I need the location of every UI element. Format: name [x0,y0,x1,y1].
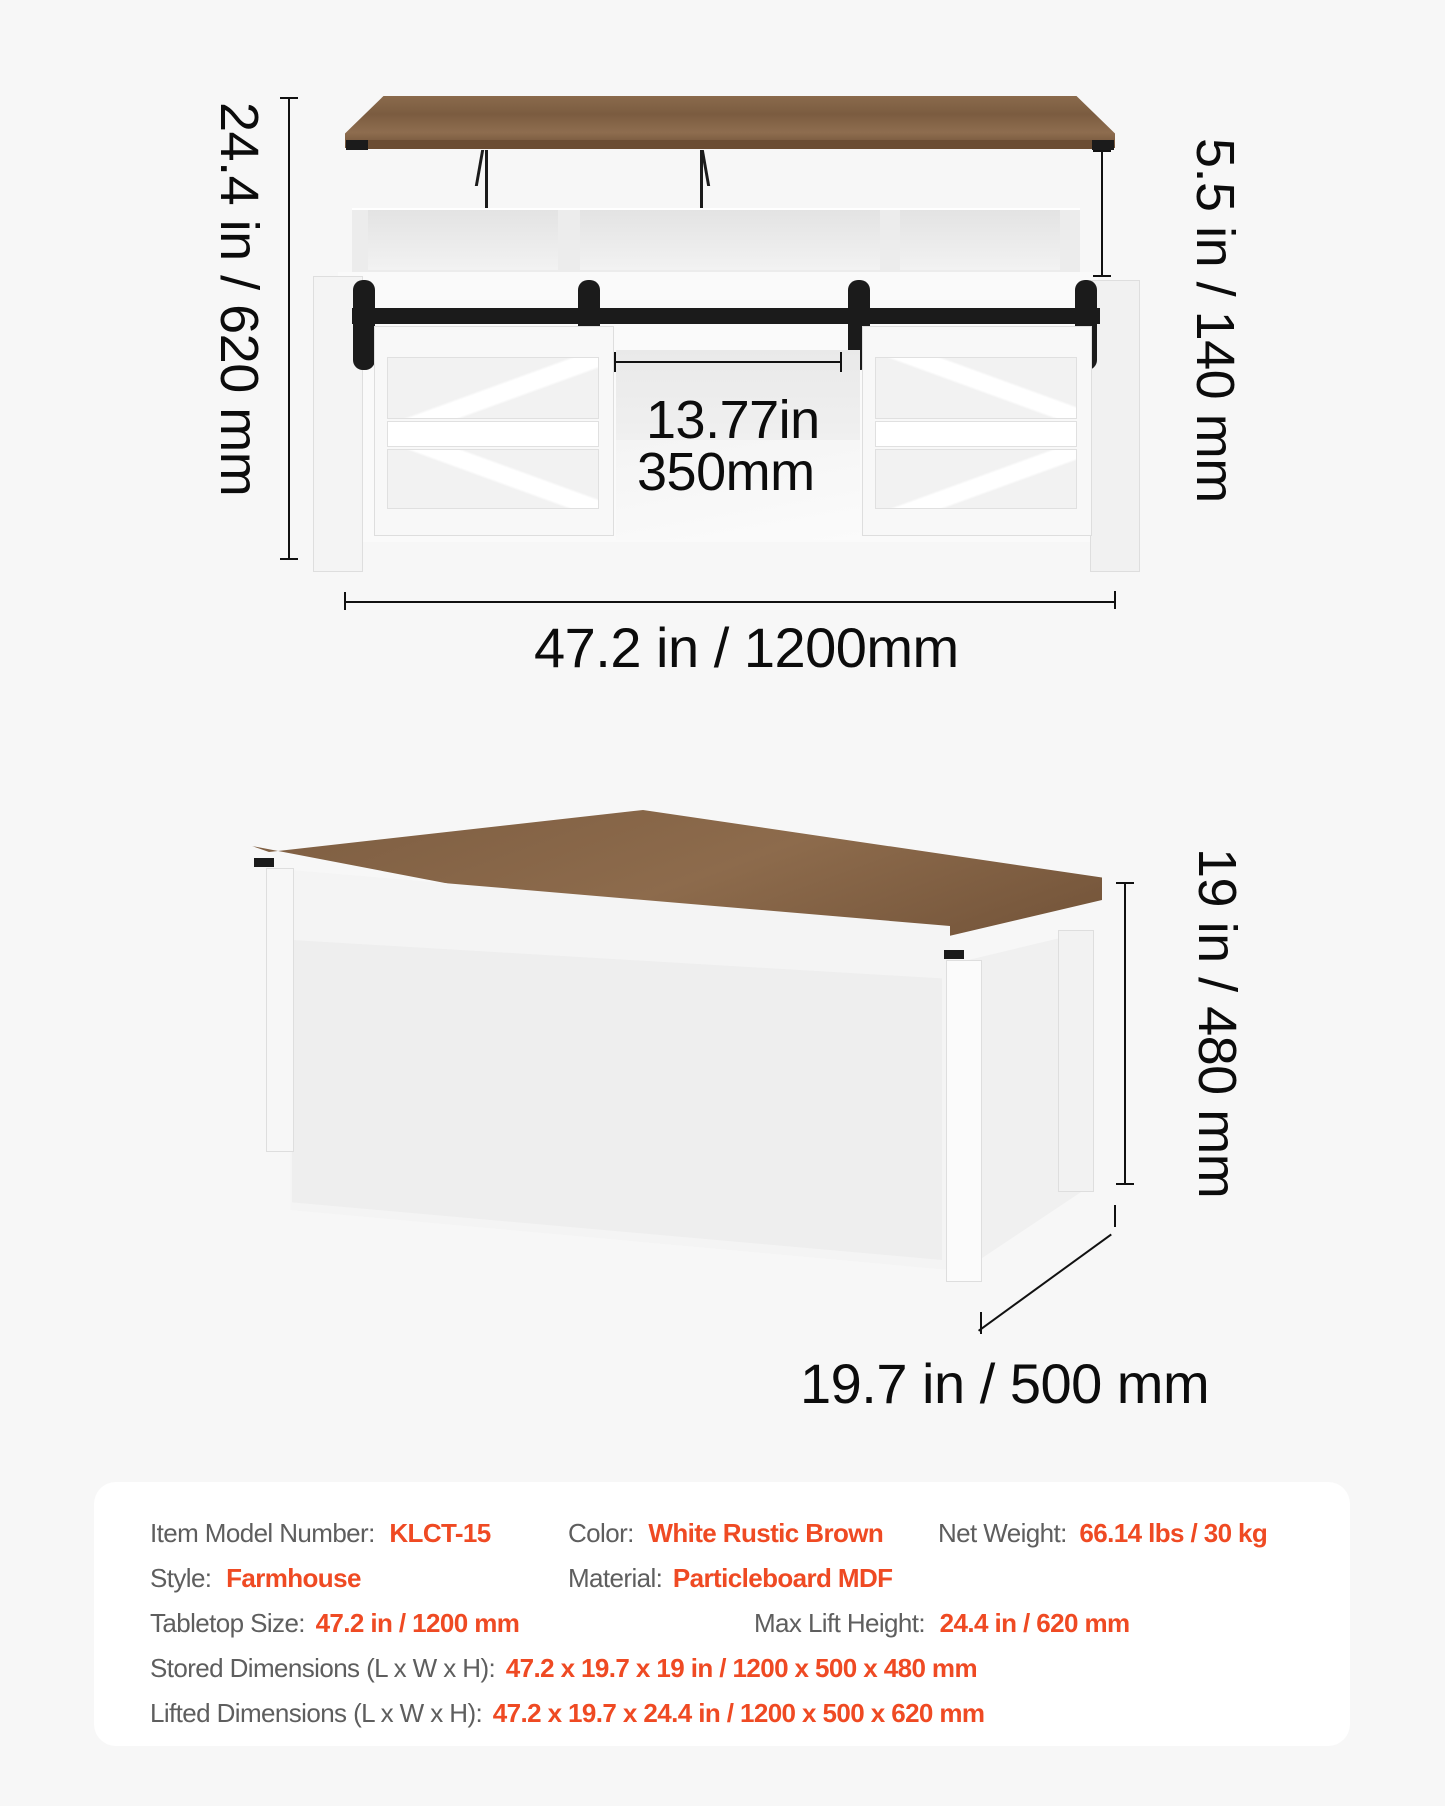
spec-weight [938,1518,1267,1548]
style-value: Farmhouse [226,1563,361,1593]
style-label: Style: [150,1563,212,1593]
lift-value: 24.4 in / 620 mm [939,1608,1130,1638]
lift-gap-label: 5.5 in / 140 mm [1185,138,1245,503]
length-tick-right [1114,591,1116,609]
depth-dim-line [978,1234,1112,1332]
depth-tick-bottom [980,1312,982,1334]
stored-corner-bracket-right-icon [944,950,964,959]
rail-hanger-1 [353,280,375,370]
stored-corner-bracket-left-icon [254,858,274,867]
barn-door-left [374,326,614,536]
spec-row-4 [150,1653,977,1683]
compartment-left [368,210,558,270]
model-value: KLCT-15 [389,1518,491,1548]
lifted-dims-value: 47.2 x 19.7 x 24.4 in / 1200 x 500 x 620 mm [492,1698,985,1728]
stored-height-line [1124,882,1126,1184]
compartment-right [900,210,1060,270]
lift-arm-left-2 [475,150,484,186]
material-value: Particleboard MDF [672,1563,893,1593]
stored-height-tick-bottom [1116,1183,1134,1185]
spec-row-3 [150,1608,519,1638]
opening-tick-right [840,352,842,372]
barn-door-right [862,326,1092,536]
lift-label: Max Lift Height: [754,1608,926,1638]
lifted-height-label: 24.4 in / 620 mm [209,102,269,497]
spec-row-2 [150,1563,361,1593]
height-dim-line-lifted [288,97,290,559]
tabletop-edge [346,140,1114,149]
spec-material [568,1563,892,1593]
stored-leg-front-right [946,960,982,1282]
color-label: Color: [568,1518,634,1548]
lift-gap-line [1101,150,1103,276]
lifted-dims-label: Lifted Dimensions (L x W x H): [150,1698,483,1728]
spec-lift [754,1608,1130,1638]
material-label: Material: [568,1563,663,1593]
height-dim-tick-bottom [280,558,298,560]
depth-label: 19.7 in / 500 mm [800,1352,1210,1415]
corner-bracket-left-icon [346,140,368,150]
depth-tick-top [1114,1205,1116,1227]
tabletop-label: Tabletop Size: [150,1608,305,1638]
stored-leg-front-left [266,868,294,1152]
opening-mm-label: 350mm [637,442,815,502]
length-dim-line [344,601,1116,603]
stored-dims-value: 47.2 x 19.7 x 19 in / 1200 x 500 x 480 mm [505,1653,977,1683]
opening-inches-label: 13.77in [646,390,820,450]
barn-door-rail [352,308,1100,324]
spec-row-1 [150,1518,491,1548]
model-label: Item Model Number: [150,1518,375,1548]
spec-row-5 [150,1698,984,1728]
stored-leg-back-right [1058,930,1094,1192]
lift-gap-tick-bottom [1093,275,1111,277]
opening-dim-line [614,361,842,363]
weight-label: Net Weight: [938,1518,1067,1548]
stored-height-label: 19 in / 480 mm [1187,848,1247,1199]
weight-value: 66.14 lbs / 30 kg [1079,1518,1268,1548]
corner-bracket-right-icon [1092,140,1114,150]
color-value: White Rustic Brown [648,1518,884,1548]
spec-color [568,1518,883,1548]
tabletop-value: 47.2 in / 1200 mm [315,1608,520,1638]
compartment-center [580,210,880,270]
stored-dims-label: Stored Dimensions (L x W x H): [150,1653,496,1683]
length-label: 47.2 in / 1200mm [534,616,959,679]
